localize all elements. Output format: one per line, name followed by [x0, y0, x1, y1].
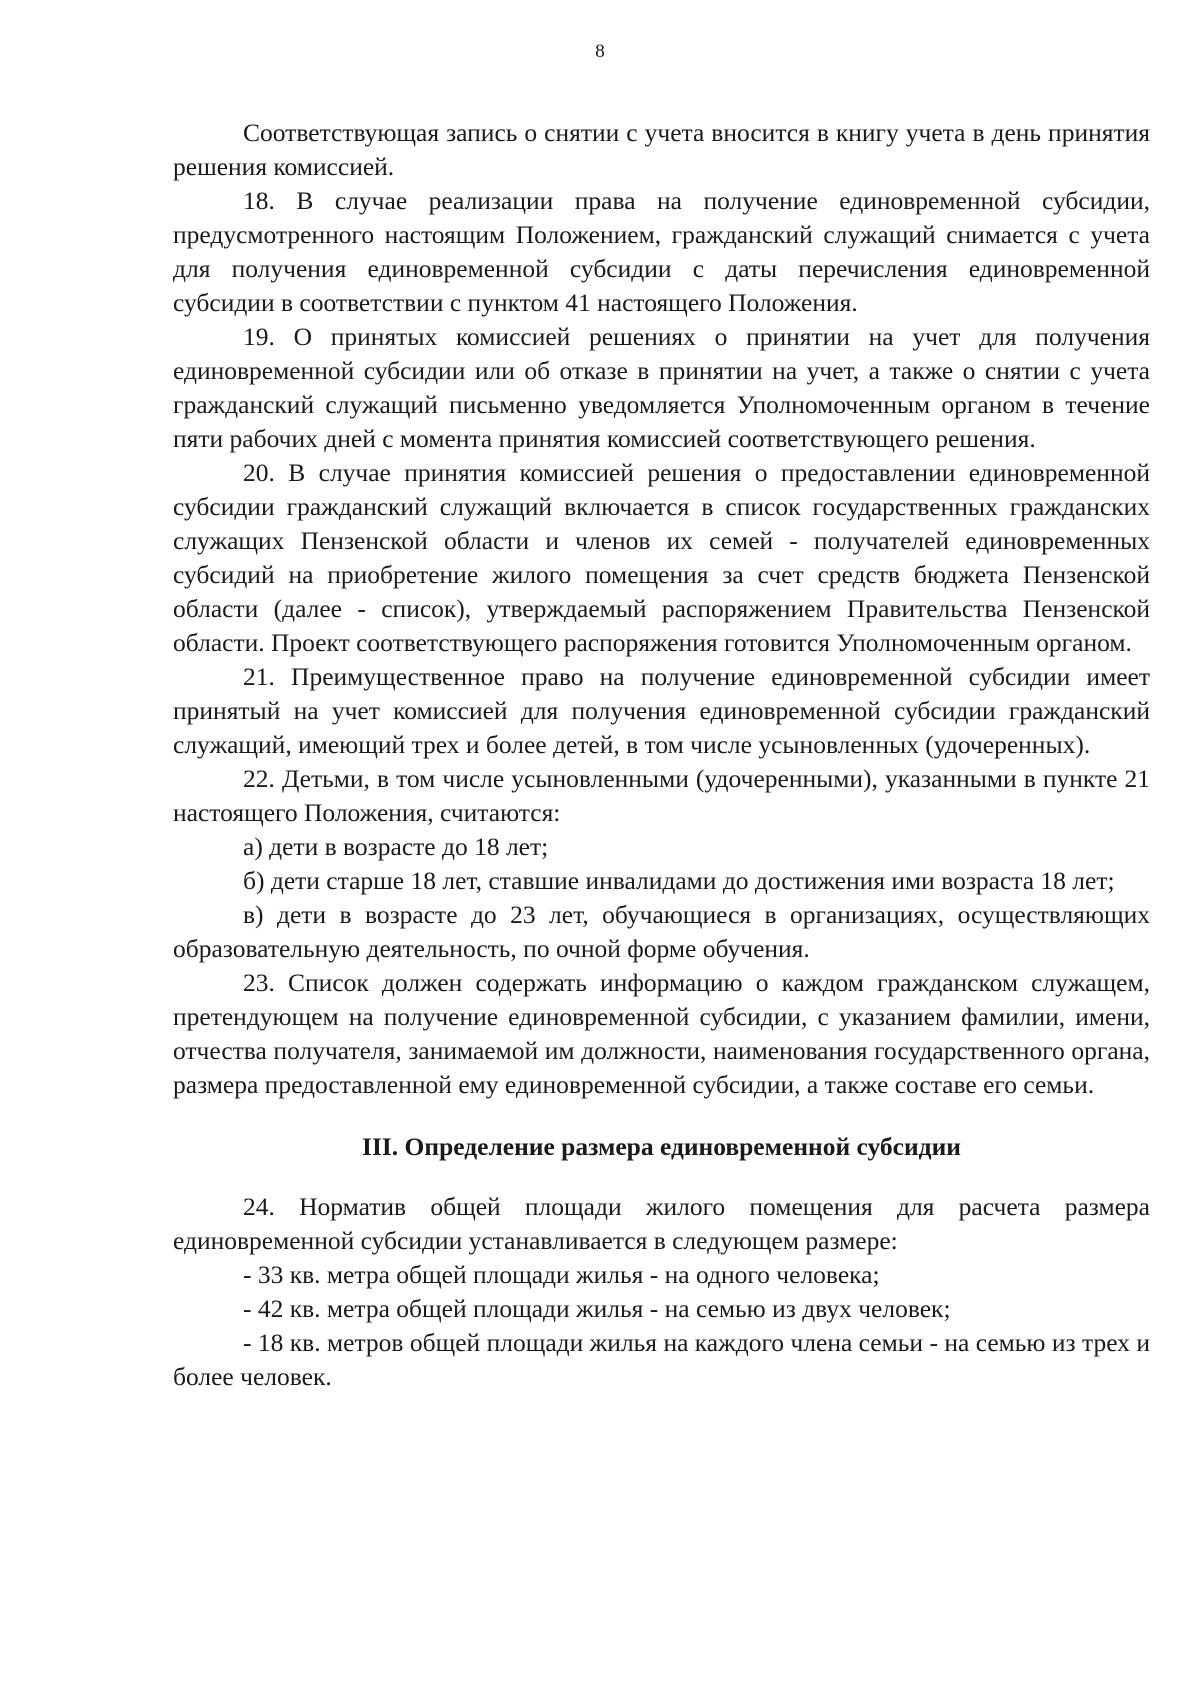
list-item-c: в) дети в возрасте до 23 лет, обучающиеся в организациях, осуществляющих образовательную деятельность, по очной форме обучения. [173, 900, 1150, 963]
norm-one-person: - 33 кв. метра общей площади жилья - на одного человека; [243, 1260, 880, 1289]
paragraph-item-18: 18. В случае реализации права на получение единовременной субсидии, предусмотренного настоящим Положением, гражданский служащий снимается с учета для получения единовременной субсидии с даты перечисления единовременной субсидии в соответствии с пунктом 41 настоящего Положения. [173, 186, 1150, 317]
paragraph-item-20: 20. В случае принятия комиссией решения о предоставлении единовременной субсидии гражданский служащий включается в список государственных гражданских служащих Пензенской области и членов их семей - получателей единовременных субсидий на приобретение жилого помещения за счет средств бюджета Пензенской области (далее - список), утверждаемый распоряжением Правительства Пензенской области. Проект соответствующего распоряжения готовится Уполномоченным органом. [173, 458, 1150, 657]
page-number: 8 [595, 41, 605, 62]
paragraph-item-21: 21. Преимущественное право на получение единовременной субсидии имеет принятый на учет комиссией для получения единовременной субсидии гражданский служащий, имеющий трех и более детей, в том числе усыновленных (удочеренных). [173, 662, 1150, 759]
document-body [173, 116, 1150, 1394]
paragraph-item-24: 24. Норматив общей площади жилого помещения для расчета размера единовременной субсидии устанавливается в следующем размере: [173, 1192, 1150, 1255]
paragraph-item-19: 19. О принятых комиссией решениях о принятии на учет для получения единовременной субсидии или об отказе в принятии на учет, а также о снятии с учета гражданский служащий письменно уведомляется Уполномоченным органом в течение пяти рабочих дней с момента принятия комиссией соответствующего решения. [173, 322, 1150, 453]
paragraph-record-removal: Соответствующая запись о снятии с учета вносится в книгу учета в день принятия решения комиссией. [173, 118, 1150, 181]
section-heading: III. Определение размера единовременной субсидии [362, 1132, 961, 1161]
paragraph-item-23: 23. Список должен содержать информацию о каждом гражданском служащем, претендующем на получение единовременной субсидии, с указанием фамилии, имени, отчества получателя, занимаемой им должности, наименования государственного органа, размера предоставленной ему единовременной субсидии, а также составе его семьи. [173, 968, 1150, 1099]
norm-two-persons: - 42 кв. метра общей площади жилья - на семью из двух человек; [243, 1294, 951, 1323]
norm-three-plus-persons: - 18 кв. метров общей площади жилья на каждого члена семьи - на семью из трех и более человек. [173, 1328, 1150, 1391]
list-item-b: б) дети старше 18 лет, ставшие инвалидами до достижения ими возраста 18 лет; [243, 866, 1115, 895]
paragraph-item-22: 22. Детьми, в том числе усыновленными (удочеренными), указанными в пункте 21 настоящего Положения, считаются: [173, 764, 1150, 827]
list-item-a: а) дети в возрасте до 18 лет; [243, 832, 549, 861]
